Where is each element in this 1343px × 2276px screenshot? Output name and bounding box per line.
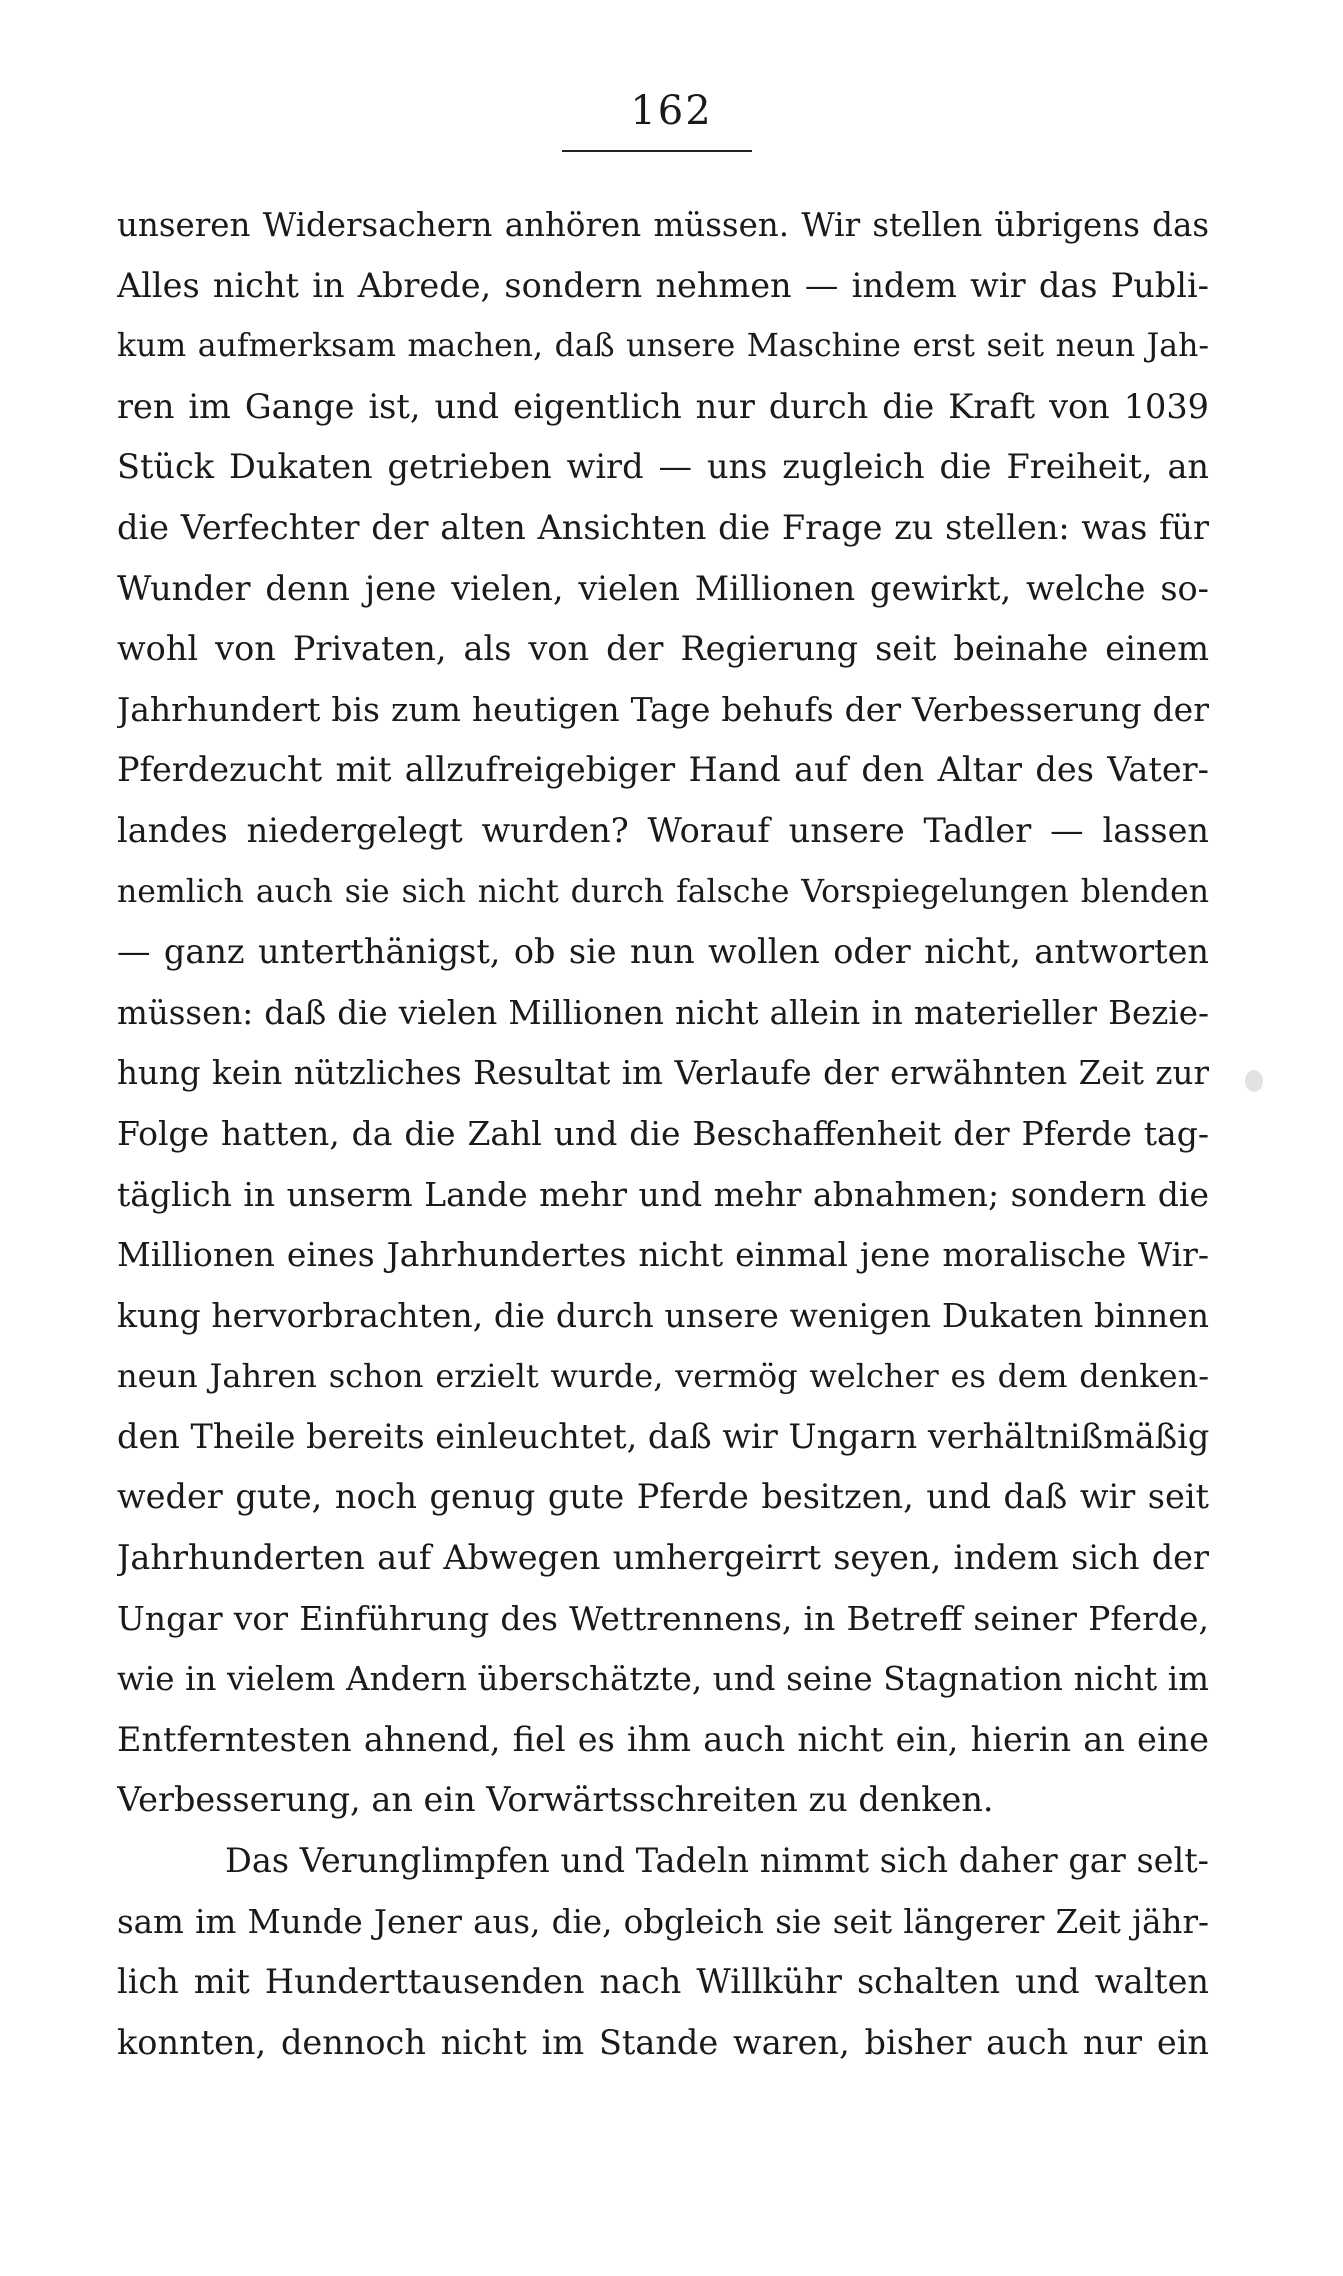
text-line: kung hervorbrachten, die durch unsere wenigen Dukaten binnen (117, 1295, 1209, 1335)
text-line: Folge hatten, da die Zahl und die Beschaffenheit der Pferde tag- (117, 1113, 1209, 1153)
text-line: Pferdezucht mit allzufreigebiger Hand auf den Altar des Vater- (117, 750, 1209, 790)
text-line: landes niedergelegt wurden? Worauf unsere Tadler — lassen (117, 810, 1209, 850)
text-line: konnten, dennoch nicht im Stande waren, bisher auch nur ein (117, 2022, 1209, 2062)
text-line: Stück Dukaten getrieben wird — uns zugleich die Freiheit, an (117, 447, 1209, 487)
paragraph-1 (117, 195, 1209, 1831)
page-number: 162 (630, 88, 713, 134)
text-line: unseren Widersachern anhören müssen. Wir stellen übrigens das (117, 206, 1209, 244)
text-line: nemlich auch sie sich nicht durch falsche Vorspiegelungen blenden (117, 873, 1209, 910)
text-line: kum aufmerksam machen, daß unsere Maschine erst seit neun Jah- (117, 328, 1209, 365)
text-line: Jahrhunderten auf Abwegen umhergeirrt seyen, indem sich der (117, 1538, 1209, 1578)
text-line: weder gute, noch genug gute Pferde besitzen, und daß wir seit (117, 1477, 1209, 1517)
text-line: die Verfechter der alten Ansichten die Frage zu stellen: was für (117, 507, 1209, 547)
text-line: lich mit Hunderttausenden nach Willkühr schalten und walten (117, 1962, 1209, 2002)
text-line: neun Jahren schon erzielt wurde, vermög welcher es dem denken- (117, 1357, 1209, 1396)
text-line: Alles nicht in Abrede, sondern nehmen — indem wir das Publi- (117, 265, 1209, 305)
text-line: Verbesserung, an ein Vorwärtsschreiten zu denken. (117, 1780, 994, 1820)
text-line: Ungar vor Einführung des Wettrennens, in Betreff seiner Pferde, (117, 1598, 1209, 1638)
text-line: wie in vielem Andern überschätzte, und seine Stagnation nicht im (117, 1660, 1209, 1699)
text-line: Jahrhundert bis zum heutigen Tage behufs der Verbesserung der (117, 689, 1209, 729)
text-line: täglich in unserm Lande mehr und mehr abnahmen; sondern die (117, 1174, 1209, 1214)
text-line: Entferntesten ahnend, fiel es ihm auch nicht ein, hierin an eine (117, 1719, 1209, 1759)
text-line: sam im Munde Jener aus, die, obgleich sie seit längerer Zeit jähr- (117, 1902, 1209, 1941)
text-line: müssen: daß die vielen Millionen nicht allein in materieller Bezie- (117, 993, 1209, 1032)
text-line: Wunder denn jene vielen, vielen Millionen gewirkt, welche so- (117, 568, 1209, 608)
text-line: wohl von Privaten, als von der Regierung seit beinahe einem (117, 629, 1209, 669)
text-line: Millionen eines Jahrhundertes nicht einmal jene moralische Wir- (117, 1235, 1209, 1275)
paper-smudge (1245, 1070, 1263, 1092)
header-rule (562, 150, 752, 152)
paragraph-2 (117, 1831, 1209, 2073)
text-line: ren im Gange ist, und eigentlich nur durch die Kraft von 1039 (117, 386, 1209, 426)
text-line: den Theile bereits einleuchtet, daß wir Ungarn verhältnißmäßig (117, 1416, 1209, 1456)
text-line: — ganz unterthänigst, ob sie nun wollen oder nicht, antworten (117, 932, 1209, 972)
text-line: Das Verunglimpfen und Tadeln nimmt sich daher gar selt- (225, 1841, 1209, 1881)
text-line: hung kein nützliches Resultat im Verlaufe der erwähnten Zeit zur (117, 1054, 1209, 1093)
body-text (117, 195, 1209, 2073)
